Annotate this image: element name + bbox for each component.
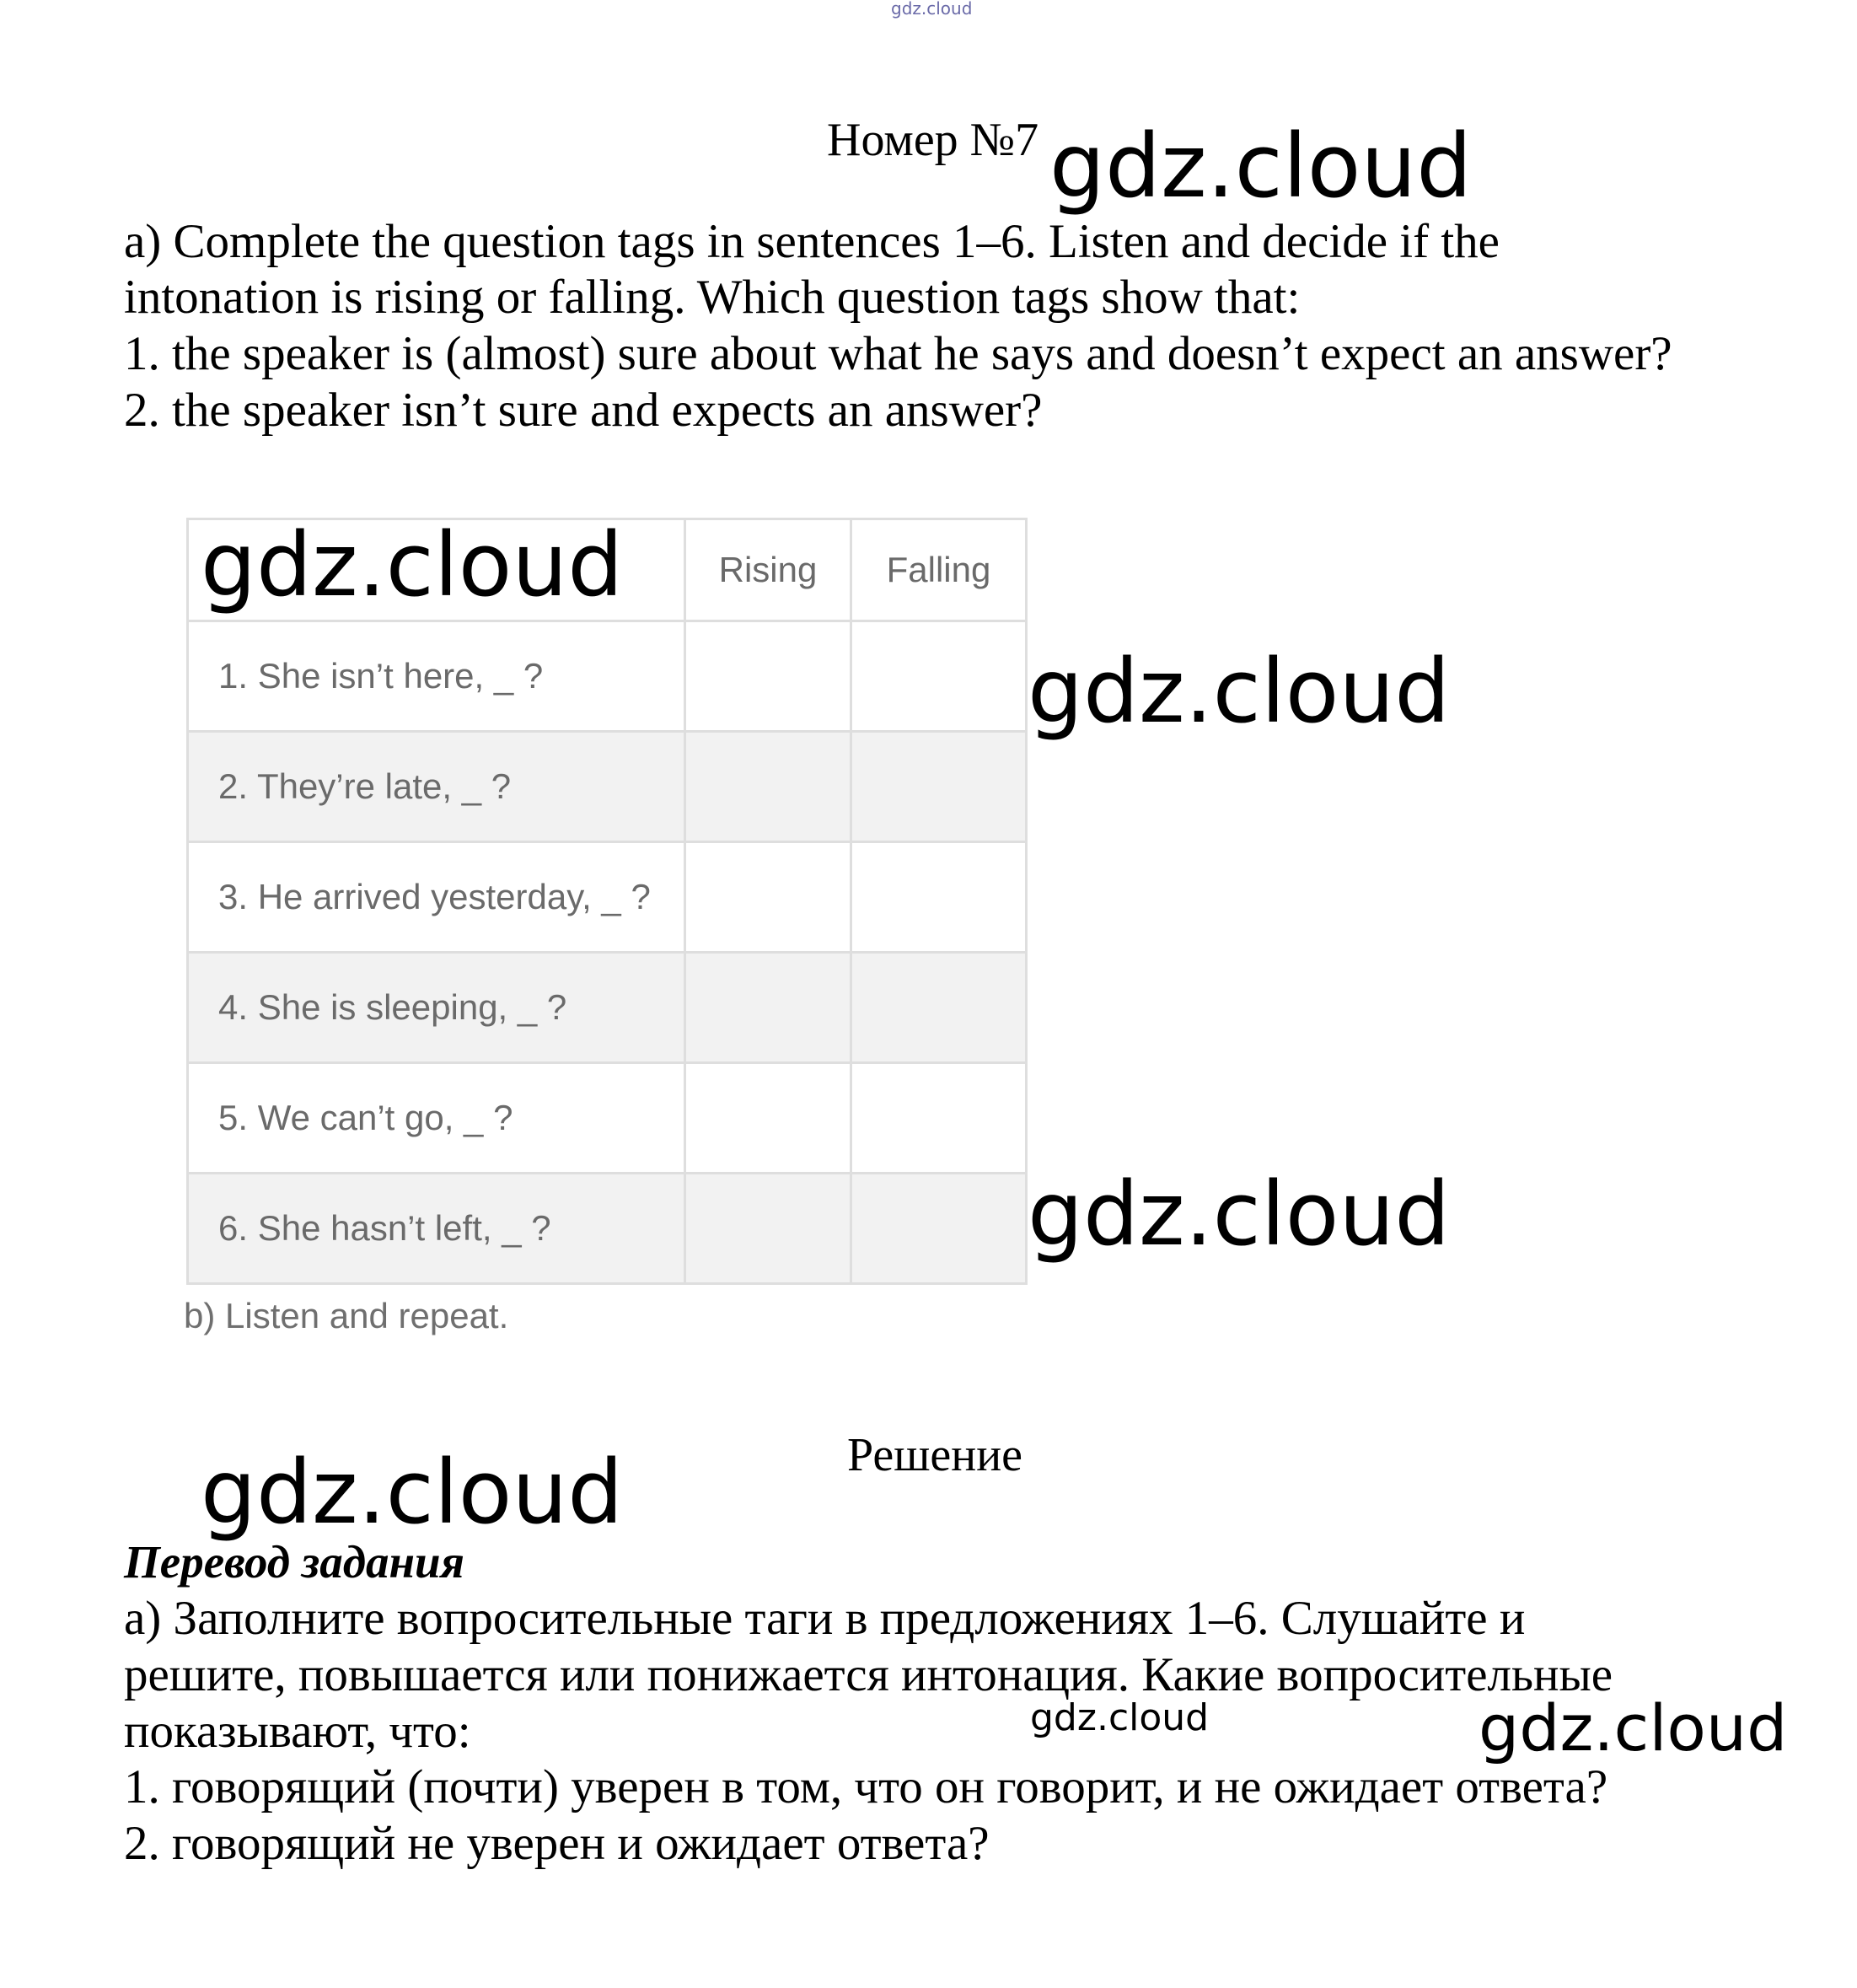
rising-cell[interactable] xyxy=(685,621,851,732)
falling-cell[interactable] xyxy=(851,842,1027,953)
watermark-header: gdz.cloud xyxy=(1049,115,1473,218)
falling-cell[interactable] xyxy=(851,1063,1027,1174)
task-line-2: intonation is rising or falling. Which question tags show that: xyxy=(124,271,1301,324)
watermark-right-1: gdz.cloud xyxy=(1028,640,1451,743)
task-line-3: 1. the speaker is (almost) sure about what he says and doesn’t expect an answer? xyxy=(124,327,1672,380)
sentence-cell: 4. She is sleeping, _ ? xyxy=(188,953,685,1063)
table-row xyxy=(188,1174,1027,1284)
sentence-cell: 2. They’re late, _ ? xyxy=(188,732,685,842)
rising-cell[interactable] xyxy=(685,842,851,953)
translation-line-3: показывают, что: xyxy=(124,1705,471,1758)
rising-cell[interactable] xyxy=(685,1063,851,1174)
table-row xyxy=(188,1063,1027,1174)
table-row xyxy=(188,621,1027,732)
translation-title: Перевод задания xyxy=(124,1536,464,1588)
falling-cell[interactable] xyxy=(851,621,1027,732)
table-footnote: b) Listen and repeat. xyxy=(184,1296,509,1335)
page-title: Номер №7 xyxy=(827,114,1039,166)
falling-cell[interactable] xyxy=(851,732,1027,842)
falling-cell[interactable] xyxy=(851,1174,1027,1284)
rising-cell[interactable] xyxy=(685,1174,851,1284)
column-header-rising: Rising xyxy=(685,519,851,621)
watermark-bottom-right: gdz.cloud xyxy=(1479,1690,1788,1765)
rising-cell[interactable] xyxy=(685,732,851,842)
translation-line-5: 2. говорящий не уверен и ожидает ответа? xyxy=(124,1817,990,1870)
table-row xyxy=(188,842,1027,953)
sentence-cell: 1. She isn’t here, _ ? xyxy=(188,621,685,732)
watermark-table: gdz.cloud xyxy=(201,513,624,616)
sentence-cell: 6. She hasn’t left, _ ? xyxy=(188,1174,685,1284)
watermark-solution: gdz.cloud xyxy=(201,1441,624,1544)
watermark-top-small: gdz.cloud xyxy=(891,0,973,19)
question-tags-table xyxy=(186,513,1028,1285)
translation-line-2: решите, повышается или понижается интонация. Какие вопросительные xyxy=(124,1648,1613,1701)
solution-heading: Решение xyxy=(847,1429,1023,1481)
task-line-1: a) Complete the question tags in sentences 1–6. Listen and decide if the xyxy=(124,215,1500,268)
sentence-cell: 3. He arrived yesterday, _ ? xyxy=(188,842,685,953)
watermark-small-center: gdz.cloud xyxy=(1030,1696,1210,1739)
task-line-4: 2. the speaker isn’t sure and expects an answer? xyxy=(124,384,1043,437)
falling-cell[interactable] xyxy=(851,953,1027,1063)
sentence-cell: 5. We can’t go, _ ? xyxy=(188,1063,685,1174)
table-row xyxy=(188,732,1027,842)
translation-line-4: 1. говорящий (почти) уверен в том, что он говорит, и не ожидает ответа? xyxy=(124,1760,1608,1813)
rising-cell[interactable] xyxy=(685,953,851,1063)
column-header-falling: Falling xyxy=(851,519,1027,621)
table-row xyxy=(188,953,1027,1063)
translation-line-1: а) Заполните вопросительные таги в предложениях 1–6. Слушайте и xyxy=(124,1592,1526,1645)
watermark-right-2: gdz.cloud xyxy=(1028,1163,1451,1265)
